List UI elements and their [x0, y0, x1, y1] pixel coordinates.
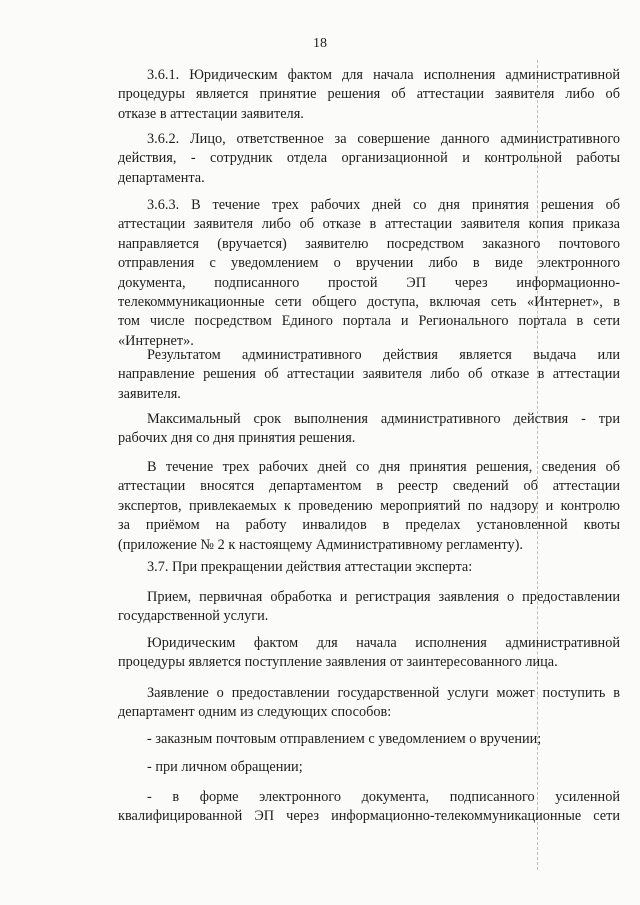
- text-line: направляется (вручается) заявителю посредством заказного почтового: [118, 235, 620, 252]
- text-line: направление решения об аттестации заявителя либо об отказе в аттестации: [118, 366, 620, 383]
- text-line: - заказным почтовым отправлением с уведомлением о вручении;: [147, 731, 542, 747]
- text-line: В течение трех рабочих дней со дня принятия решения, сведения об: [147, 459, 620, 475]
- text-line: за приёмом на работу инвалидов в пределах установленной квоты: [118, 517, 620, 534]
- paragraph-submission-methods: [118, 684, 620, 723]
- text-line: департамента.: [118, 169, 205, 186]
- paragraph-3-6-1: [118, 66, 620, 124]
- text-line: действия, - сотрудник отдела организационной и контрольной работы: [118, 150, 620, 167]
- text-line: отказе в аттестации заявителя.: [118, 105, 304, 122]
- text-line: Прием, первичная обработка и регистрация заявления о предоставлении: [147, 589, 620, 605]
- text-line: 3.6.2. Лицо, ответственное за совершение данного административного: [147, 131, 620, 147]
- text-line: процедуры является принятие решения об аттестации заявителя либо об: [118, 86, 620, 103]
- paragraph-registry: [118, 458, 620, 555]
- list-item-in-person: [118, 758, 620, 777]
- text-line: том числе посредством Единого портала и Регионального портала в сети: [118, 313, 620, 330]
- paragraph-max-term: [118, 410, 620, 449]
- text-line: квалифицированной ЭП через информационно-телекоммуникационные сети: [118, 808, 620, 825]
- paragraph-legal-fact: [118, 634, 620, 673]
- text-line: Юридическим фактом для начала исполнения административной: [147, 635, 620, 651]
- text-line: департамент одним из следующих способов:: [118, 704, 392, 721]
- text-line: «Интернет».: [118, 332, 194, 349]
- paragraph-3-6-3: [118, 196, 620, 351]
- text-line: рабочих дня со дня принятия решения.: [118, 430, 356, 447]
- text-line: 3.6.1. Юридическим фактом для начала исполнения административной: [147, 67, 620, 83]
- text-line: - при личном обращении;: [147, 759, 303, 775]
- text-line: документа, подписанного простой ЭП через информационно-: [118, 274, 620, 291]
- text-line: экспертов, привлекаемых к проведению мероприятий по надзору и контролю: [118, 497, 620, 514]
- text-line: аттестации заявителя либо об отказе в аттестации заявителя копия приказа: [118, 216, 620, 233]
- text-line: государственной услуги.: [118, 608, 269, 625]
- text-line: Заявление о предоставлении государственной услуги может поступить в: [147, 685, 620, 701]
- list-item-electronic: [118, 788, 620, 827]
- text-line: 3.7. При прекращении действия аттестации эксперта:: [147, 559, 473, 575]
- paragraph-reception: [118, 588, 620, 627]
- text-line: аттестации вносятся департаментом в реестр сведений об аттестации: [118, 478, 620, 495]
- text-line: Максимальный срок выполнения административного действия - три: [147, 411, 620, 427]
- text-line: отправления с уведомлением о вручении либо в виде электронного: [118, 255, 620, 272]
- text-line: заявителя.: [118, 385, 181, 402]
- text-line: процедуры является поступление заявления от заинтересованного лица.: [118, 654, 558, 671]
- list-item-mail: [118, 730, 620, 749]
- text-line: - в форме электронного документа, подписанного усиленной: [147, 789, 620, 805]
- section-heading-3-7: [118, 558, 620, 577]
- text-line: Результатом административного действия является выдача или: [147, 347, 620, 363]
- page-number: 18: [313, 36, 327, 51]
- text-line: телекоммуникационные сети общего доступа, включая сеть «Интернет», в: [118, 293, 620, 310]
- text-line: 3.6.3. В течение трех рабочих дней со дня принятия решения об: [147, 197, 620, 213]
- paragraph-result: [118, 346, 620, 404]
- paragraph-3-6-2: [118, 130, 620, 188]
- text-line: (приложение № 2 к настоящему Административному регламенту).: [118, 536, 523, 553]
